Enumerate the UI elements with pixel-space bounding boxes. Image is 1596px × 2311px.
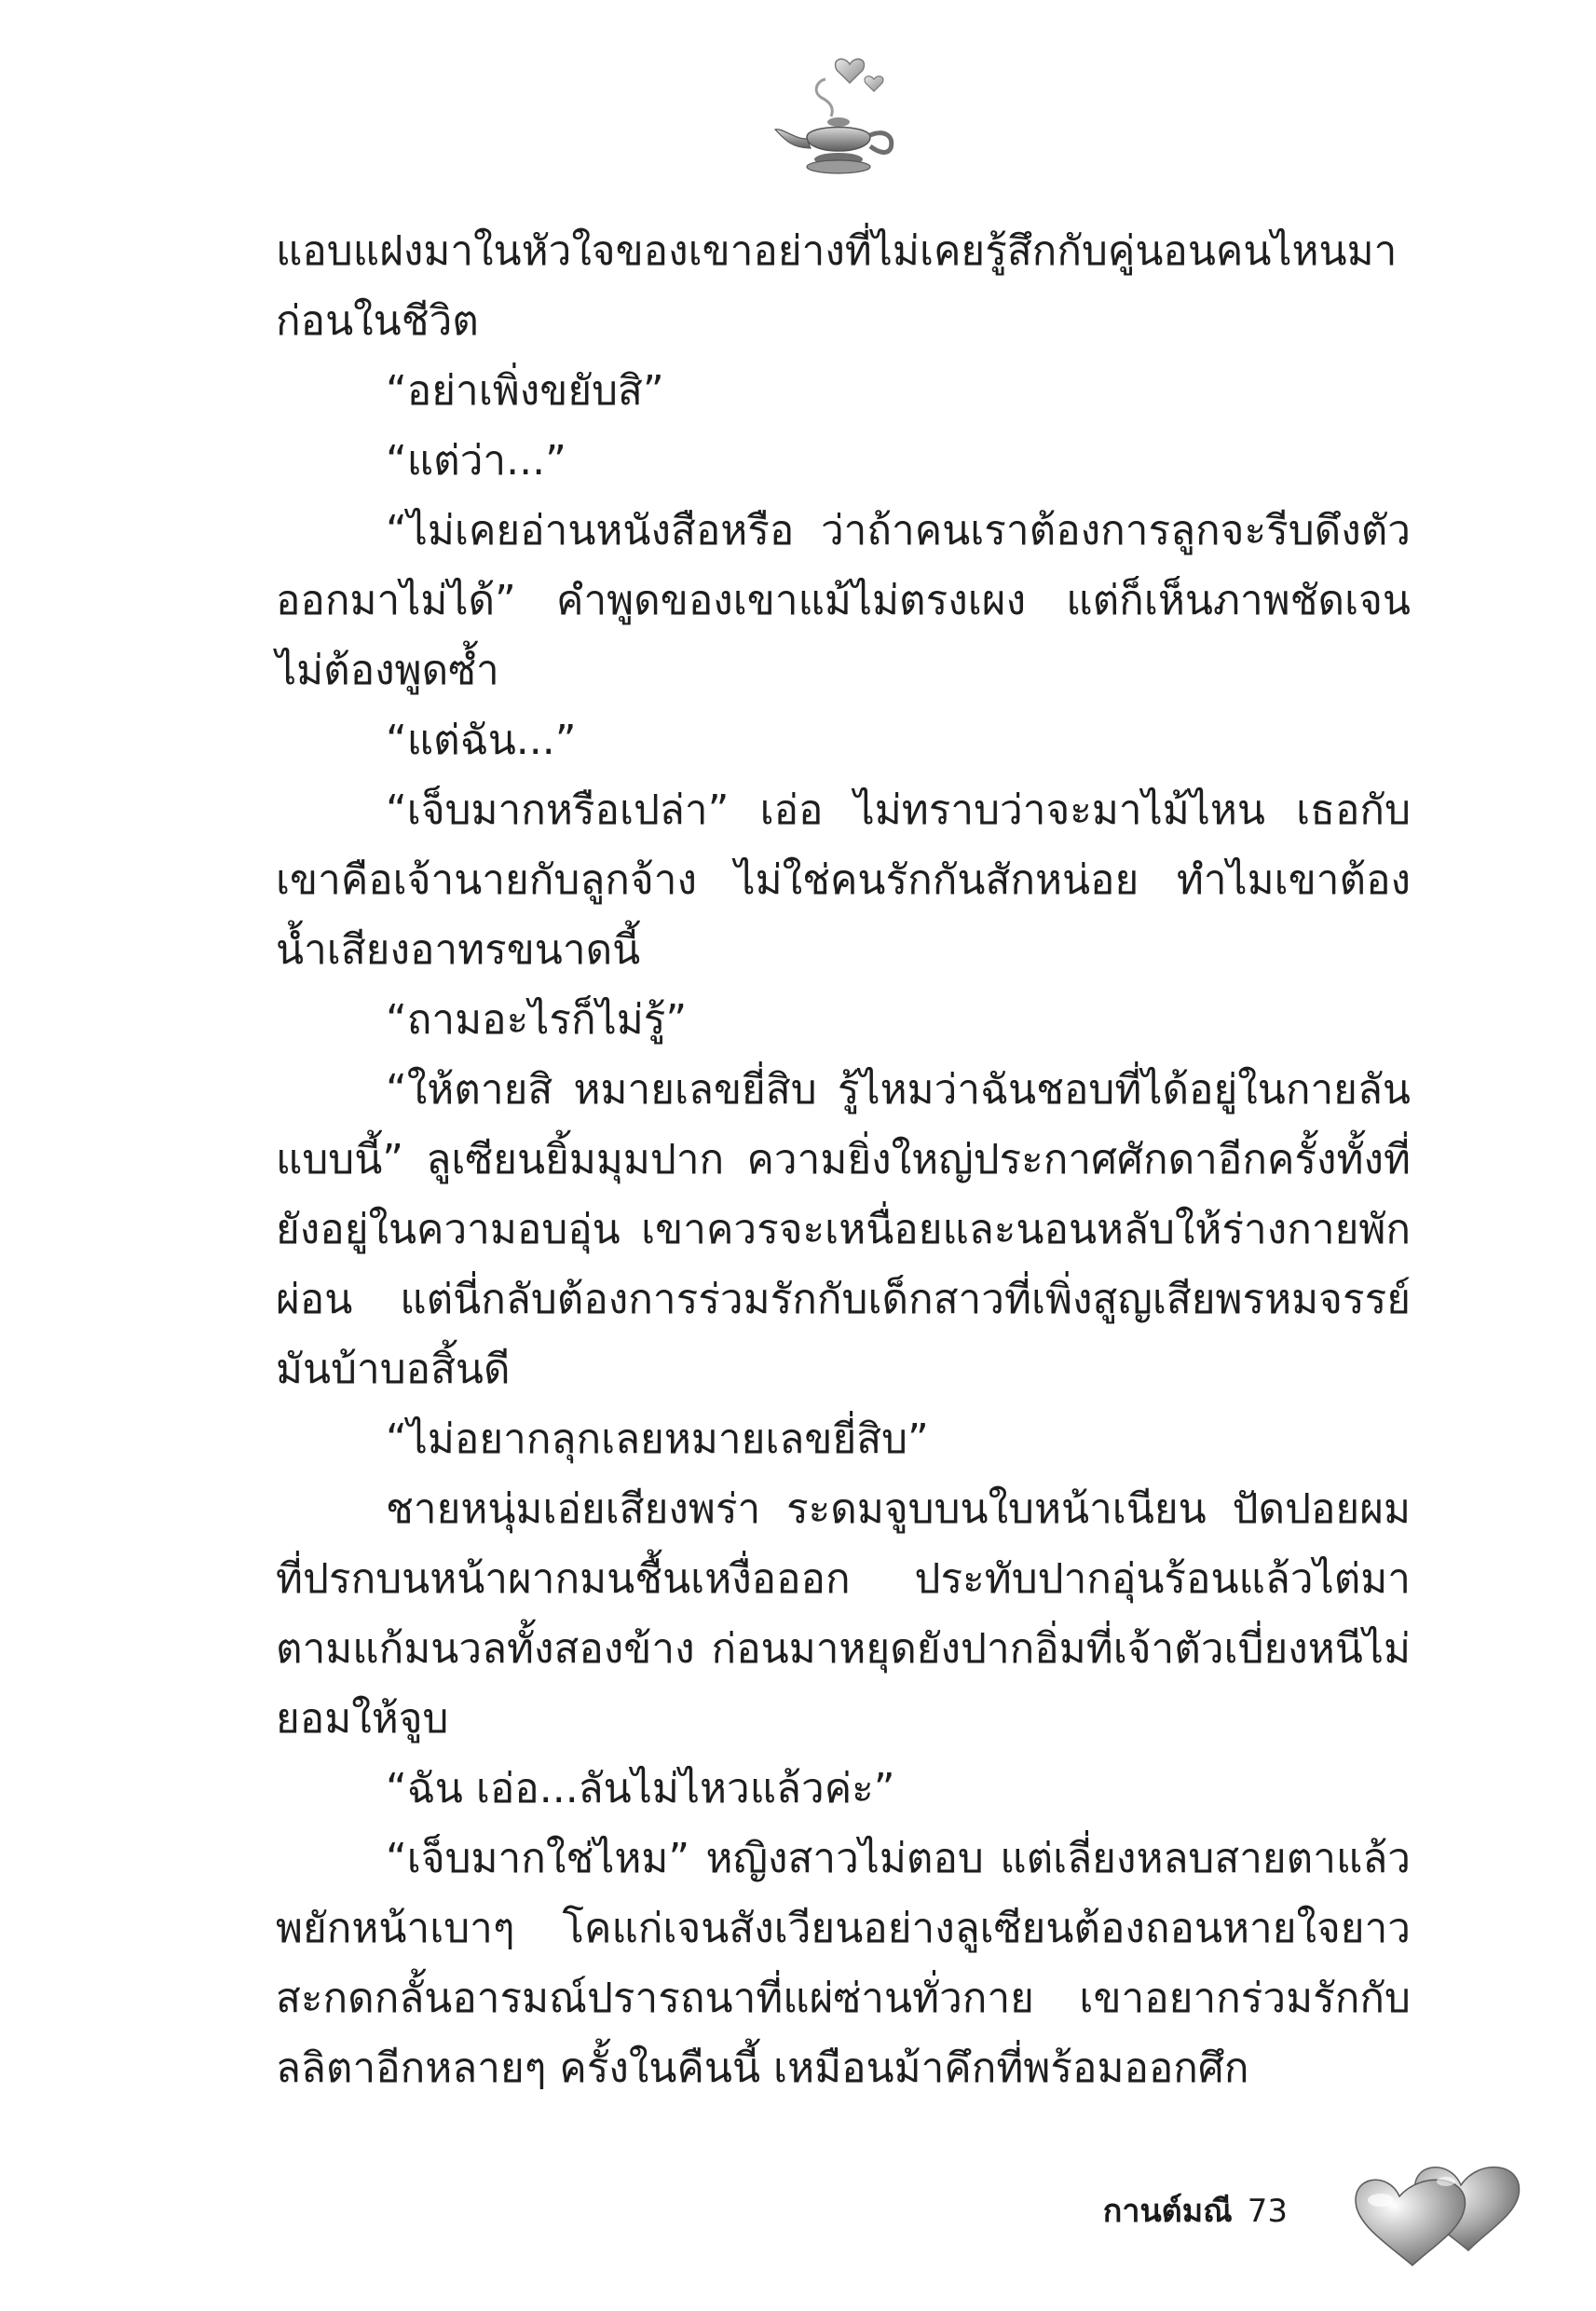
- body-text: [276, 216, 1411, 2103]
- paragraph-10: ชายหนุ่มเอ่ยเสียงพร่า ระดมจูบบนใบหน้าเนียน ปัดปอยผมที่ปรกบนหน้าผากมนชื้นเหงื่อออก ประทับปากอุ่นร้อนแล้วไต่มาตามแก้มนวลทั้งสองข้าง ก่อนมาหยุดยังปากอิ่มที่เจ้าตัวเบี่ยงหนีไม่ยอมให้จูบ: [276, 1485, 1411, 1743]
- paragraph-8: “ให้ตายสิ หมายเลขยี่สิบ รู้ไหมว่าฉันชอบที่ได้อยู่ในกายลันแบบนี้” ลูเซียนยิ้มมุมปาก ความยิ่งใหญ่ประกาศศักดาอีกครั้งทั้งที่ยังอยู่ในความอบอุ่น เขาควรจะเหนื่อยและนอนหลับให้ร่างกายพักผ่อน แต่นี่กลับต้องการร่วมรักกับเด็กสาวที่เพิ่งสูญเสียพรหมจรรย์ มันบ้าบอสิ้นดี: [276, 1066, 1411, 1393]
- book-title: กานต์มณี: [1102, 2193, 1233, 2230]
- paragraph-6: “เจ็บมากหรือเปล่า” เอ่อ ไม่ทราบว่าจะมาไม้ไหน เธอกับเขาคือเจ้านายกับลูกจ้าง ไม่ใช่คนรักกันสักหน่อย ทำไมเขาต้องน้ำเสียงอาทรขนาดนี้: [276, 786, 1411, 974]
- paragraph-1: แอบแฝงมาในหัวใจของเขาอย่างที่ไม่เคยรู้สึกกับคู่นอนคนไหนมาก่อนในชีวิต: [276, 227, 1398, 345]
- paragraph-3: “แต่ว่า...”: [386, 437, 566, 485]
- genie-lamp-with-hearts-icon: [770, 51, 909, 182]
- paragraph-12: “เจ็บมากใช่ไหม” หญิงสาวไม่ตอบ แต่เลี่ยงหลบสายตาแล้วพยักหน้าเบาๆ โคแก่เจนสังเวียนอย่างลูเซียนต้องถอนหายใจยาว สะกดกลั้นอารมณ์ปรารถนาที่แผ่ซ่านทั่วกาย เขาอยากร่วมรักกับลลิตาอีกหลายๆ ครั้งในคืนนี้ เหมือนม้าคึกที่พร้อมออกศึก: [276, 1835, 1411, 2092]
- paragraph-2: “อย่าเพิ่งขยับสิ”: [386, 367, 664, 415]
- paragraph-9: “ไม่อยากลุกเลยหมายเลขยี่สิบ”: [386, 1415, 929, 1463]
- running-footer: [1103, 2185, 1288, 2236]
- paragraph-11: “ฉัน เอ่อ...ลันไม่ไหวแล้วค่ะ”: [386, 1765, 895, 1812]
- double-heart-icon: [1342, 2148, 1528, 2278]
- paragraph-4: “ไม่เคยอ่านหนังสือหรือ ว่าถ้าคนเราต้องการลูกจะรีบดึงตัวออกมาไม่ได้” คำพูดของเขาแม้ไม่ตรงเผง แต่ก็เห็นภาพชัดเจน ไม่ต้องพูดซ้ำ: [276, 507, 1411, 694]
- paragraph-5: “แต่ฉัน...”: [386, 717, 577, 764]
- page-footer: [0, 2148, 1596, 2288]
- page-number: 73: [1247, 2193, 1288, 2230]
- paragraph-7: “ถามอะไรก็ไม่รู้”: [386, 996, 688, 1044]
